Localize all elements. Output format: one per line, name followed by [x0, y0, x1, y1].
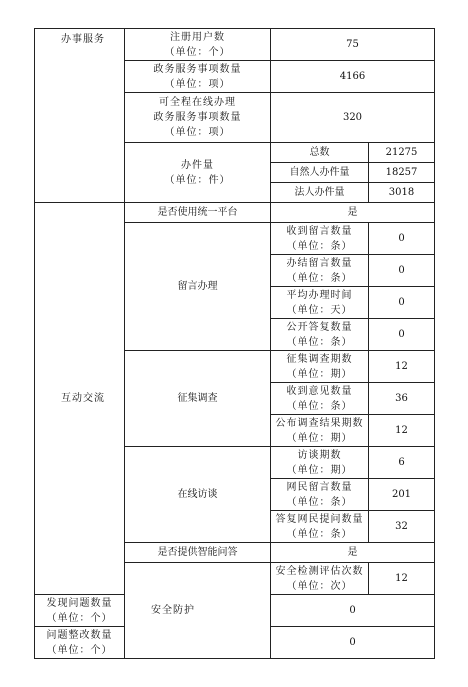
value-online-items: 320: [271, 93, 435, 143]
statistics-table: [34, 28, 435, 659]
messages-avg-time-value: 0: [369, 287, 435, 319]
messages-received-value: 0: [369, 223, 435, 255]
survey-results-label: 公布调查结果期数 （单位：期）: [271, 415, 369, 447]
table-row: [35, 29, 435, 61]
messages-closed-label: 办结留言数量 （单位：条）: [271, 255, 369, 287]
row-label-cases: 办件量 （单位：件）: [125, 143, 271, 203]
interview-replies-label: 答复网民提问数量 （单位：条）: [271, 511, 369, 543]
survey-results-value: 12: [369, 415, 435, 447]
cases-natural-value: 18257: [369, 163, 435, 183]
messages-received-label: 收到留言数量 （单位：条）: [271, 223, 369, 255]
cases-legal-label: 法人办件量: [271, 183, 369, 203]
interview-label: 在线访谈: [125, 447, 271, 543]
unified-platform-label: 是否使用统一平台: [125, 203, 271, 223]
survey-periods-label: 征集调查期数 （单位：期）: [271, 351, 369, 383]
survey-opinions-value: 36: [369, 383, 435, 415]
row-label-online-items: 可全程在线办理 政务服务事项数量 （单位：项）: [125, 93, 271, 143]
messages-public-reply-label: 公开答复数量 （单位：条）: [271, 319, 369, 351]
smart-qa-value: 是: [271, 543, 435, 563]
security-issues-fixed-label: 问题整改数量 （单位：个）: [35, 627, 125, 659]
messages-avg-time-label: 平均办理时间 （单位：天）: [271, 287, 369, 319]
value-items-count: 4166: [271, 61, 435, 93]
messages-closed-value: 0: [369, 255, 435, 287]
section-service: 办事服务: [35, 29, 125, 203]
cases-natural-label: 自然人办件量: [271, 163, 369, 183]
interview-replies-value: 32: [369, 511, 435, 543]
table-row: [35, 203, 435, 223]
interview-periods-value: 6: [369, 447, 435, 479]
messages-public-reply-value: 0: [369, 319, 435, 351]
cases-total-value: 21275: [369, 143, 435, 163]
row-label-items-count: 政务服务事项数量 （单位：项）: [125, 61, 271, 93]
security-checks-label: 安全检测评估次数 （单位：次）: [271, 563, 369, 595]
value-registered-users: 75: [271, 29, 435, 61]
messages-label: 留言办理: [125, 223, 271, 351]
unified-platform-value: 是: [271, 203, 435, 223]
interview-messages-value: 201: [369, 479, 435, 511]
section-interaction: 互动交流: [35, 203, 125, 595]
security-issues-found-value: 0: [271, 595, 435, 627]
survey-label: 征集调查: [125, 351, 271, 447]
survey-periods-value: 12: [369, 351, 435, 383]
section-security: 安全防护: [125, 563, 271, 659]
security-checks-value: 12: [369, 563, 435, 595]
interview-messages-label: 网民留言数量 （单位：条）: [271, 479, 369, 511]
cases-legal-value: 3018: [369, 183, 435, 203]
security-issues-found-label: 发现问题数量 （单位：个）: [35, 595, 125, 627]
smart-qa-label: 是否提供智能问答: [125, 543, 271, 563]
security-issues-fixed-value: 0: [271, 627, 435, 659]
cases-total-label: 总数: [271, 143, 369, 163]
row-label-registered-users: 注册用户数 （单位：个）: [125, 29, 271, 61]
survey-opinions-label: 收到意见数量 （单位：条）: [271, 383, 369, 415]
interview-periods-label: 访谈期数 （单位：期）: [271, 447, 369, 479]
